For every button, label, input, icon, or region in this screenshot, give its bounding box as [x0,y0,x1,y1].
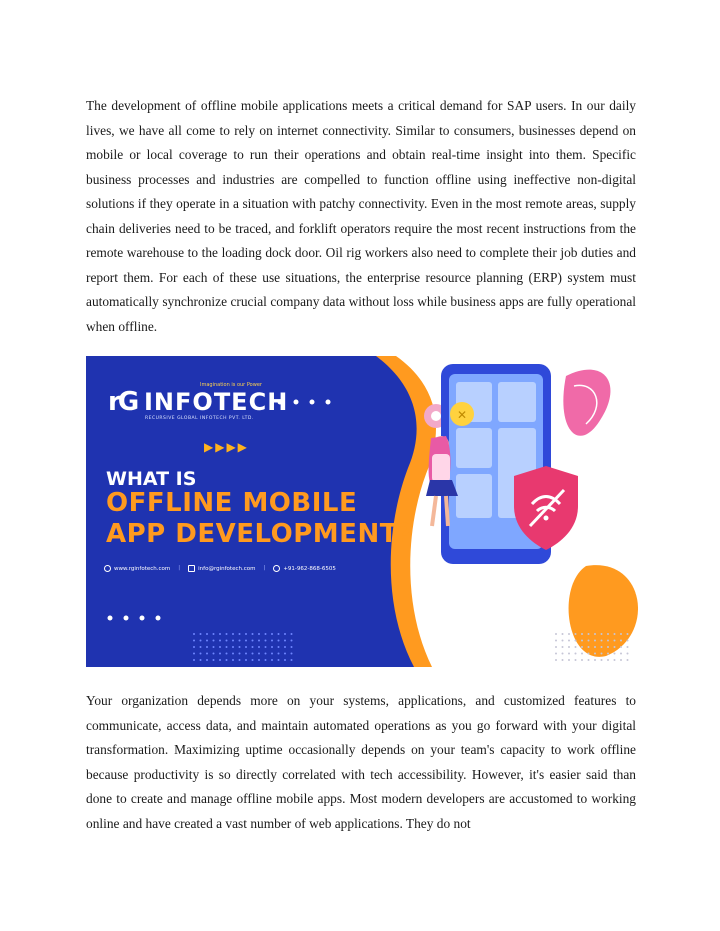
grid-dot [588,633,590,635]
grid-dot [265,640,267,642]
grid-dot [232,633,234,635]
offline-app-banner-image [86,356,638,667]
grid-dot [200,633,202,635]
grid-dot [291,653,293,655]
grid-dot [265,633,267,635]
grid-dot [226,640,228,642]
grid-dot [291,633,293,635]
grid-dot [265,659,267,661]
grid-dot [206,653,208,655]
grid-dot [219,646,221,648]
grid-dot [607,646,609,648]
grid-dot [232,653,234,655]
grid-dot [555,640,557,642]
grid-dot [213,653,215,655]
grid-dot [232,659,234,661]
contact-bar: www.rginfotech.com | info@rginfotech.com | +91-962-868-6505 [104,565,336,572]
grid-dot [193,633,195,635]
grid-dot [252,640,254,642]
grid-dot [614,653,616,655]
grid-dot [620,633,622,635]
grid-dot [627,659,629,661]
grid-dot [258,640,260,642]
dot-grid-left [193,633,293,661]
grid-dot [226,659,228,661]
grid-dot [284,653,286,655]
grid-dot [614,646,616,648]
grid-dot [614,633,616,635]
grid-dot [245,653,247,655]
grid-dot [575,646,577,648]
grid-dot [562,653,564,655]
grid-dot [258,653,260,655]
grid-dot [620,653,622,655]
grid-dot [562,633,564,635]
intro-paragraph: The development of offline mobile applications meets a critical demand for SAP users. In our daily lives, we have all come to rely on internet connectivity. Similar to consumers, businesses depend on mobile or local coverage to run their operations and obtain real-time insight into them. Specific business processes and industries are compelled to function offline using ineffective non-digital solutions if they operate in a situation with patchy connectivity. Even in the most remote areas, supply chain deliveries need to be traced, and forklift operators require the most recent instructions from the remote warehouse to the loading dock door. Oil rig workers also need to complete their job duties and report them. For each of these use situations, the enterprise resource planning (ERP) system must automatically synchronize crucial company data without loss while business apps are fully operational when offline. [86,98,636,334]
website-contact [104,565,170,572]
grid-dot [607,633,609,635]
grid-dot [291,646,293,648]
grid-dot [252,653,254,655]
grid-dot [239,640,241,642]
grid-dot [219,659,221,661]
grid-dot [607,653,609,655]
grid-dot [581,659,583,661]
grid-dot [562,646,564,648]
grid-dot [252,646,254,648]
grid-dot [213,659,215,661]
banner-heading-line-2: APP DEVELOPMENT? [106,519,414,549]
grid-dot [627,640,629,642]
grid-dot [239,646,241,648]
grid-dot [575,659,577,661]
grid-dot [252,659,254,661]
phone-text: +91-962-868-6505 [283,565,336,572]
grid-dot [245,633,247,635]
grid-dot [627,646,629,648]
grid-dot [562,659,564,661]
grid-dot [213,640,215,642]
grid-dot [271,633,273,635]
email-contact [188,565,255,572]
grid-dot [278,633,280,635]
grid-dot [620,646,622,648]
grid-dot [200,646,202,648]
website-text: www.rginfotech.com [114,565,171,572]
grid-dot [200,640,202,642]
grid-dot [226,653,228,655]
grid-dot [588,653,590,655]
grid-dot [588,640,590,642]
grid-dot [581,640,583,642]
svg-text:✕: ✕ [457,408,468,422]
mail-icon [188,565,195,572]
grid-dot [614,659,616,661]
grid-dot [200,653,202,655]
grid-dot [226,633,228,635]
grid-dot [568,640,570,642]
grid-dot [601,640,603,642]
grid-dot [232,640,234,642]
arrows-decoration: ▶▶▶▶ [204,440,249,454]
grid-dot [581,646,583,648]
grid-dot [258,659,260,661]
grid-dot [291,640,293,642]
grid-dot [271,640,273,642]
grid-dot [594,659,596,661]
grid-dot [607,659,609,661]
grid-dot [601,646,603,648]
grid-dot [278,653,280,655]
grid-dot [575,640,577,642]
grid-dot [555,659,557,661]
logo-subtitle: RECURSIVE GLOBAL INFOTECH PVT. LTD. [145,416,254,421]
grid-dot [555,653,557,655]
grid-dot [284,640,286,642]
grid-dot [239,653,241,655]
grid-dot [271,653,273,655]
email-text: info@rginfotech.com [198,565,256,572]
banner-heading-line-1: OFFLINE MOBILE [106,488,358,518]
grid-dot [193,646,195,648]
phone-icon [273,565,280,572]
grid-dot [252,633,254,635]
grid-dot [219,640,221,642]
grid-dot [568,633,570,635]
grid-dot [206,659,208,661]
grid-dot [193,653,195,655]
grid-dot [562,640,564,642]
body-paragraph: Your organization depends more on your systems, applications, and customized features to communicate, access data, and maintain automated operations as you go forward with your digital transformation. Maximizing uptime occasionally depends on your team's capacity to work offline because productivity is so directly correlated with tech accessibility. However, it's easier said than done to create and manage offline mobile apps. Most modern developers are accustomed to working online and have created a vast number of web applications. They do not [86,693,636,831]
grid-dot [601,633,603,635]
grid-dot [226,646,228,648]
logo-name: INFOTECH [144,388,289,416]
grid-dot [284,646,286,648]
grid-dot [219,653,221,655]
globe-icon [104,565,111,572]
grid-dot [594,653,596,655]
grid-dot [206,633,208,635]
grid-dot [265,653,267,655]
grid-dot [614,640,616,642]
grid-dot [627,653,629,655]
grid-dot [213,633,215,635]
grid-dot [245,646,247,648]
grid-dot [284,633,286,635]
grid-dot [258,633,260,635]
grid-dot [193,640,195,642]
grid-dot [245,659,247,661]
grid-dot [555,633,557,635]
grid-dot [568,653,570,655]
grid-dot [594,633,596,635]
grid-dot [594,640,596,642]
grid-dot [284,659,286,661]
grid-dot [555,646,557,648]
grid-dot [601,653,603,655]
grid-dot [239,633,241,635]
grid-dot [278,646,280,648]
grid-dot [271,659,273,661]
grid-dot [206,646,208,648]
grid-dot [265,646,267,648]
grid-dot [278,640,280,642]
grid-dot [245,640,247,642]
grid-dot [219,633,221,635]
grid-dot [627,633,629,635]
grid-dot [601,659,603,661]
phone-contact [273,565,336,572]
logo-mark: rG [108,387,137,417]
grid-dot [278,659,280,661]
grid-dot [607,640,609,642]
grid-dot [588,646,590,648]
grid-dot [588,659,590,661]
grid-dot [568,646,570,648]
grid-dot [575,653,577,655]
logo-tagline: Imagination is our Power [200,382,262,388]
grid-dot [620,640,622,642]
grid-dot [213,646,215,648]
grid-dot [581,633,583,635]
grid-dot [568,659,570,661]
grid-dot [232,646,234,648]
grid-dot [594,646,596,648]
grid-dot [200,659,202,661]
grid-dot [620,659,622,661]
banner-heading-small: WHAT IS [106,468,197,490]
grid-dot [258,646,260,648]
grid-dot [206,640,208,642]
grid-dot [575,633,577,635]
grid-dot [239,659,241,661]
grid-dot [271,646,273,648]
grid-dot [193,659,195,661]
grid-dot [291,659,293,661]
grid-dot [581,653,583,655]
